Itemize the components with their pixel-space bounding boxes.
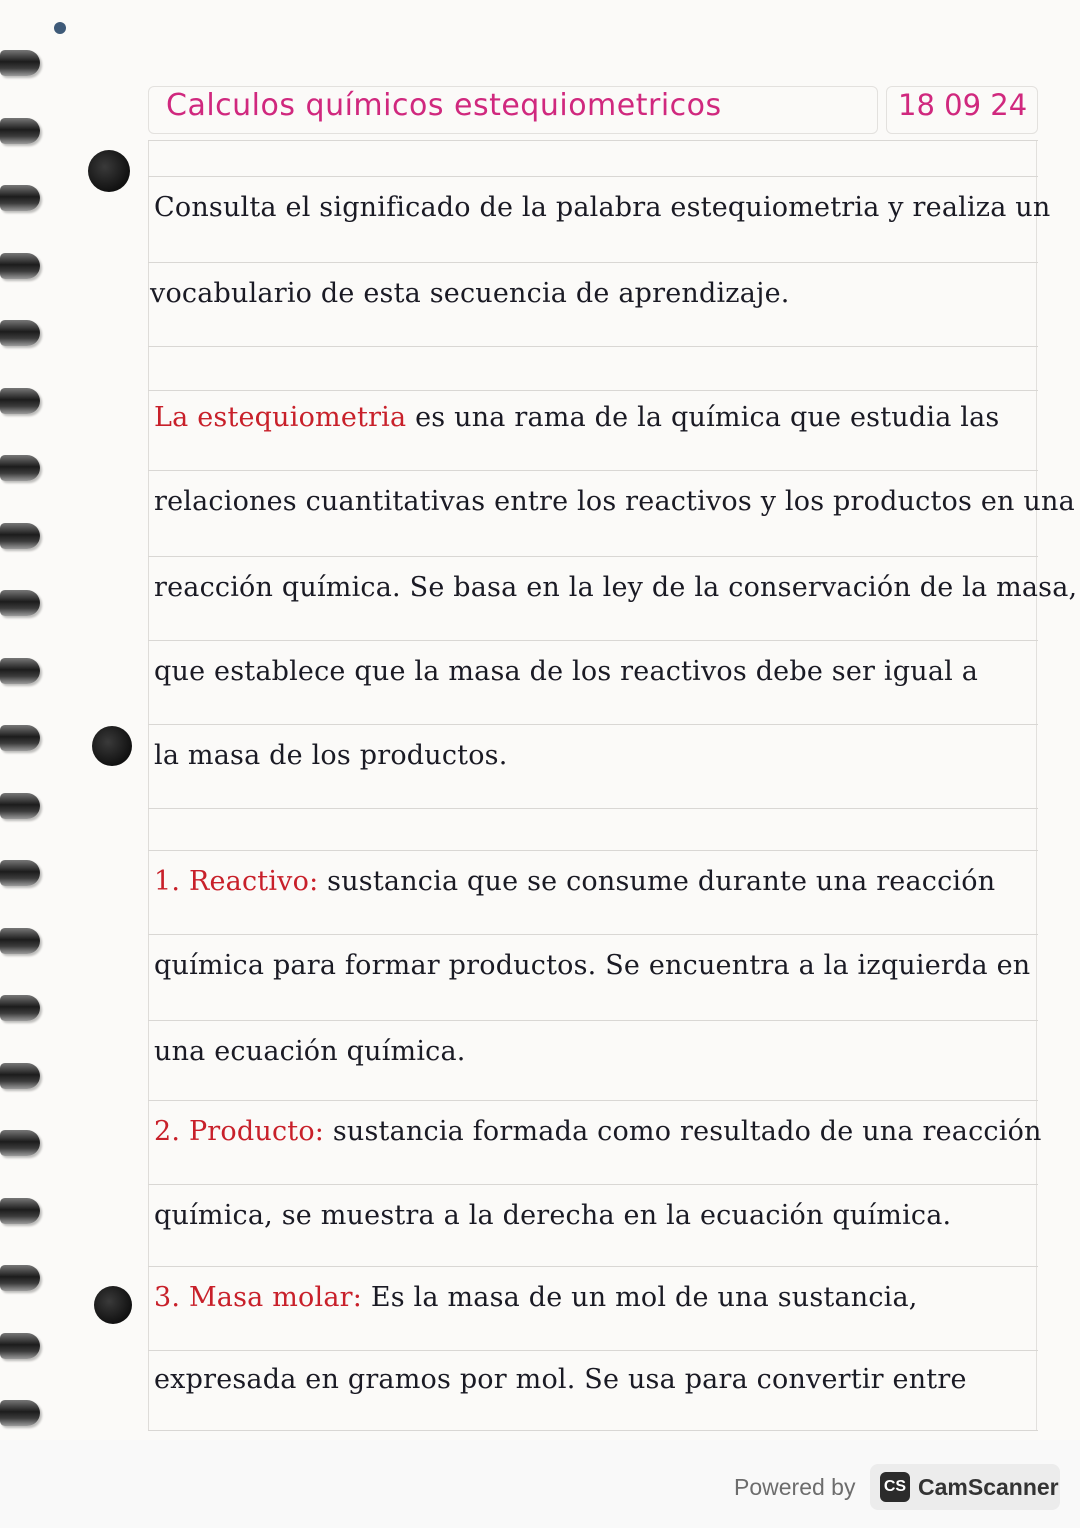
ruled-line <box>148 470 1038 471</box>
spiral-ring <box>0 1400 40 1426</box>
spiral-ring <box>0 455 40 481</box>
camscanner-logo-icon: CS <box>880 1472 910 1502</box>
ruled-line <box>148 850 1038 851</box>
definition-line-5: la masa de los productos. <box>154 740 508 771</box>
spiral-ring <box>0 185 40 211</box>
ruled-line <box>148 1430 1038 1431</box>
definition-term: La estequiometria <box>154 402 407 433</box>
vocab-masa-molar-line-1 <box>154 1282 918 1313</box>
vocab-masa-molar-line-2: expresada en gramos por mol. Se usa para convertir entre <box>154 1364 967 1395</box>
spiral-ring <box>0 658 40 684</box>
ruled-line <box>148 556 1038 557</box>
spiral-ring <box>0 725 40 751</box>
vocab-reactivo-line-1 <box>154 866 995 897</box>
spiral-ring <box>0 1130 40 1156</box>
ruled-line <box>148 1184 1038 1185</box>
ruled-line <box>148 934 1038 935</box>
right-margin-line <box>1036 140 1037 1430</box>
ruled-line <box>148 140 1038 141</box>
powered-by-text: Powered by <box>734 1474 856 1500</box>
ruled-line <box>148 1350 1038 1351</box>
spiral-ring <box>0 1333 40 1359</box>
ruled-line <box>148 346 1038 347</box>
spiral-ring <box>0 1265 40 1291</box>
ruled-line <box>148 1266 1038 1267</box>
left-margin-line <box>148 140 149 1430</box>
vocab-masa-molar-line-1-rest: Es la masa de un mol de una sustancia, <box>362 1282 918 1313</box>
binder-hole-middle <box>92 726 132 766</box>
spiral-ring <box>0 1063 40 1089</box>
vocab-reactivo-line-2: química para formar productos. Se encuentra a la izquierda en <box>154 950 1031 981</box>
spiral-ring <box>0 50 40 76</box>
vocab-producto-line-1-rest: sustancia formada como resultado de una reacción <box>324 1116 1042 1147</box>
ruled-line <box>148 640 1038 641</box>
spiral-ring <box>0 995 40 1021</box>
spiral-ring <box>0 860 40 886</box>
vocab-producto-term: 2. Producto: <box>154 1116 325 1147</box>
vocab-masa-molar-term: 3. Masa molar: <box>154 1282 363 1313</box>
vocab-reactivo-term: 1. Reactivo: <box>154 866 319 897</box>
definition-line-2: relaciones cuantitativas entre los reactivos y los productos en una <box>154 486 1075 517</box>
spiral-top-dot <box>54 22 66 34</box>
spiral-ring <box>0 590 40 616</box>
ruled-line <box>148 1020 1038 1021</box>
instruction-line-1: Consulta el significado de la palabra estequiometria y realiza un <box>154 192 1051 223</box>
binder-hole-top <box>88 150 130 192</box>
binder-hole-bottom <box>94 1286 132 1324</box>
definition-line-4: que establece que la masa de los reactivos debe ser igual a <box>154 656 979 687</box>
page-title: Calculos químicos estequiometricos <box>166 88 722 123</box>
definition-line-1-rest: es una rama de la química que estudia las <box>406 402 1000 433</box>
camscanner-brand: CamScanner <box>918 1474 1059 1500</box>
page-date: 18 09 24 <box>898 88 1028 122</box>
ruled-line <box>148 390 1038 391</box>
vocab-producto-line-1 <box>154 1116 1042 1147</box>
definition-line-3: reacción química. Se basa en la ley de la conservación de la masa, <box>154 572 1078 603</box>
spiral-ring <box>0 793 40 819</box>
ruled-line <box>148 262 1038 263</box>
spiral-ring <box>0 928 40 954</box>
spiral-ring <box>0 253 40 279</box>
ruled-line <box>148 724 1038 725</box>
vocab-reactivo-line-1-rest: sustancia que se consume durante una reacción <box>318 866 996 897</box>
spiral-ring <box>0 118 40 144</box>
spiral-ring <box>0 388 40 414</box>
vocab-reactivo-line-3: una ecuación química. <box>154 1036 466 1067</box>
vocab-producto-line-2: química, se muestra a la derecha en la ecuación química. <box>154 1200 952 1231</box>
ruled-line <box>148 176 1038 177</box>
spiral-ring <box>0 320 40 346</box>
spiral-ring <box>0 523 40 549</box>
spiral-ring <box>0 1198 40 1224</box>
spiral-binding <box>0 40 52 1430</box>
ruled-line <box>148 808 1038 809</box>
ruled-line <box>148 1100 1038 1101</box>
definition-line-1 <box>154 402 999 433</box>
instruction-line-2: vocabulario de esta secuencia de aprendizaje. <box>150 278 790 309</box>
